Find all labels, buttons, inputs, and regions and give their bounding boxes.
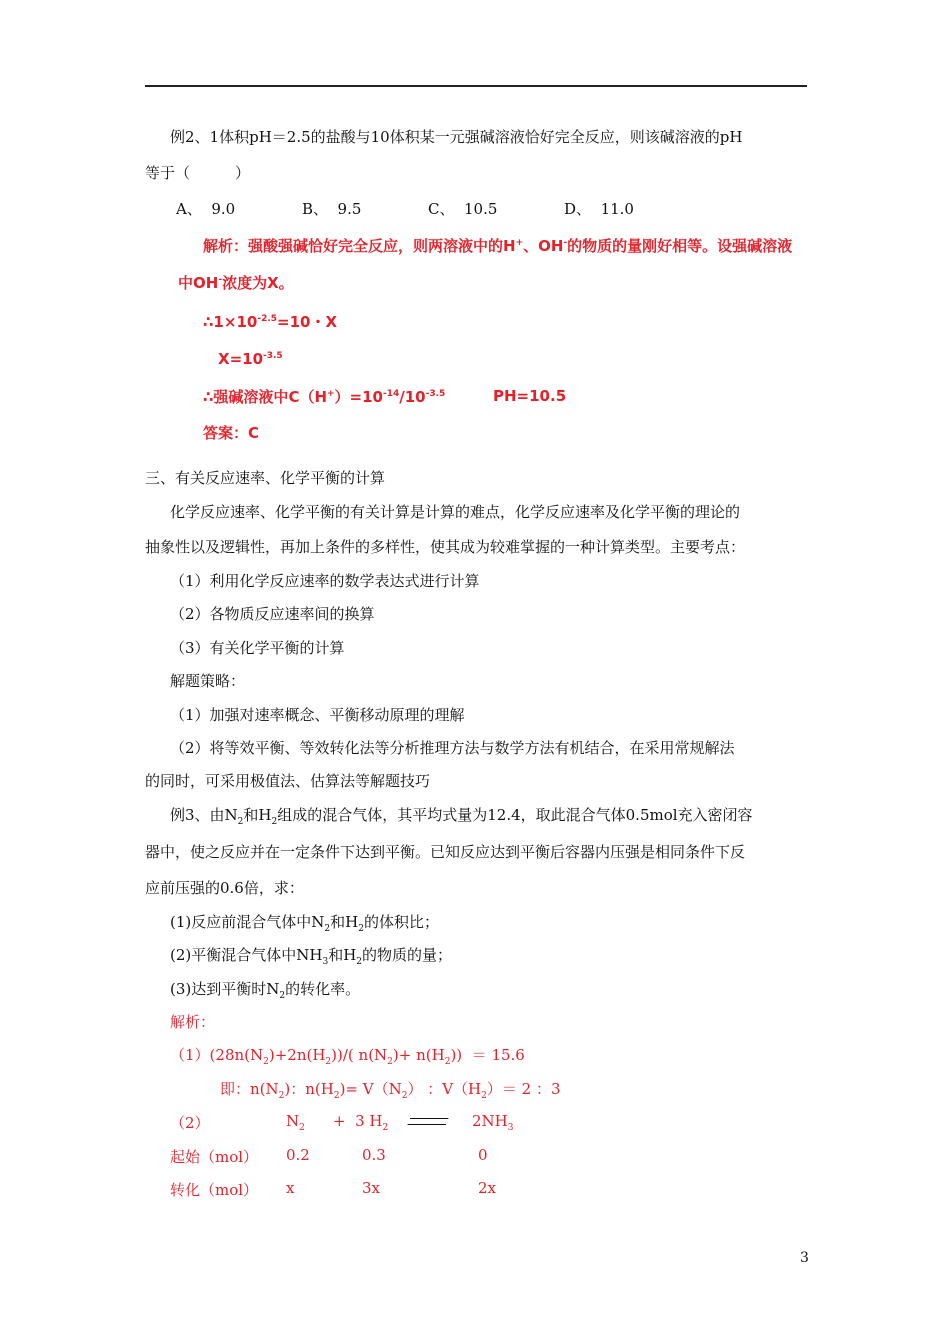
analysis3-line2: 即：$n(N_2)$：$n(H_2)= V(N_2)$ ：$V(H_2)= 2$ ：3 [220, 1080, 561, 1101]
analysis2-line2: 中OH-浓度为X。 [178, 274, 294, 292]
section3-k1: （1）利用化学反应速率的数学表达式进行计算 [170, 572, 480, 590]
start-label: 起始（mol） [170, 1148, 259, 1166]
section3-p1: 化学反应速率、化学平衡的有关计算是计算的难点，化学反应速率及化学平衡的理论的 [170, 503, 741, 521]
example3-q3: (3)达到平衡时$N_2$的转化率。 [170, 980, 361, 1001]
section3-s2a: （2）将等效平衡、等效转化法等分析推理方法与数学方法有机结合，在采用常规解法 [170, 739, 735, 757]
option-c: C、 10.5 [428, 200, 498, 218]
analysis2-line1: 解析：强酸强碱恰好完全反应，则两溶液中的H+、OH-的物质的量刚好相等。设强碱溶液 [203, 237, 793, 255]
equilibrium-arrow-icon [410, 1118, 446, 1128]
conv-n2: x [286, 1179, 295, 1197]
start-h2: 0.3 [362, 1146, 386, 1164]
analysis3-line1: $(1)(28n(N_2)+2n(H_2))/$( $n(N_2)+ n(H_2)) = 15.6$ [170, 1046, 525, 1067]
section3-k2: （2）各物质反应速率间的换算 [170, 605, 375, 623]
conv-nh3: 2x [478, 1179, 497, 1197]
section3-strategy: 解题策略： [170, 672, 246, 690]
section3-p2: 抽象性以及逻辑性，再加上条件的多样性，使其成为较难掌握的一种计算类型。主要考点： [145, 538, 746, 556]
start-nh3: 0 [478, 1146, 488, 1164]
conv-label: 转化（mol） [170, 1181, 259, 1199]
example3-line1: 例3、由$N_2$和$H_2$组成的混合气体，其平均式量为12.4，取此混合气体0.5mol充入密闭容 [170, 806, 753, 827]
section3-k3: （3）有关化学平衡的计算 [170, 639, 345, 657]
analysis2-line3: $\therefore 1\times 10^{-2.5}=10$・X [203, 313, 338, 331]
conv-h2: 3x [362, 1179, 381, 1197]
option-d: D、 11.0 [564, 200, 634, 218]
option-b: B、 9.5 [302, 200, 362, 218]
example2-line1: 例2、1体积pH＝2.5的盐酸与10体积某一元强碱溶液恰好完全反应，则该碱溶液的pH [170, 128, 743, 146]
section3-heading: 三、有关反应速率、化学平衡的计算 [145, 469, 386, 487]
reaction-n2: $N_2$ [286, 1112, 305, 1133]
reaction-h2: + 3 $H_2$ [333, 1112, 389, 1133]
section3-s1: （1）加强对速率概念、平衡移动原理的理解 [170, 706, 465, 724]
reaction-nh3: $2NH_3$ [472, 1112, 514, 1133]
analysis3-label: 解析： [170, 1013, 216, 1031]
analysis2-line5: ∴强碱溶液中$C(H^+)=10^{-14}/10^{-3.5}$ [203, 388, 446, 406]
start-n2: 0.2 [286, 1146, 310, 1164]
header-rule [145, 85, 807, 87]
section3-s2b: 的同时，可采用极值法、估算法等解题技巧 [145, 772, 431, 790]
analysis2-line4: $X=10^{-3.5}$ [218, 350, 283, 368]
example3-line3: 应前压强的0.6倍，求： [145, 879, 304, 897]
analysis2-ph: PH=10.5 [493, 387, 567, 405]
option-a: A、 9.0 [176, 200, 236, 218]
reaction-label: （2） [170, 1114, 210, 1132]
example3-q2: (2)平衡混合气体中$NH_3$和$H_2$的物质的量； [170, 946, 453, 967]
example3-q1: (1)反应前混合气体中$N_2$和$H_2$的体积比； [170, 913, 439, 934]
example3-line2: 器中，使之反应并在一定条件下达到平衡。已知反应达到平衡后容器内压强是相同条件下反 [145, 843, 746, 861]
page-number: 3 [800, 1250, 809, 1266]
analysis2-answer: 答案：C [203, 424, 260, 442]
example2-line2: 等于（ ） [145, 164, 251, 182]
